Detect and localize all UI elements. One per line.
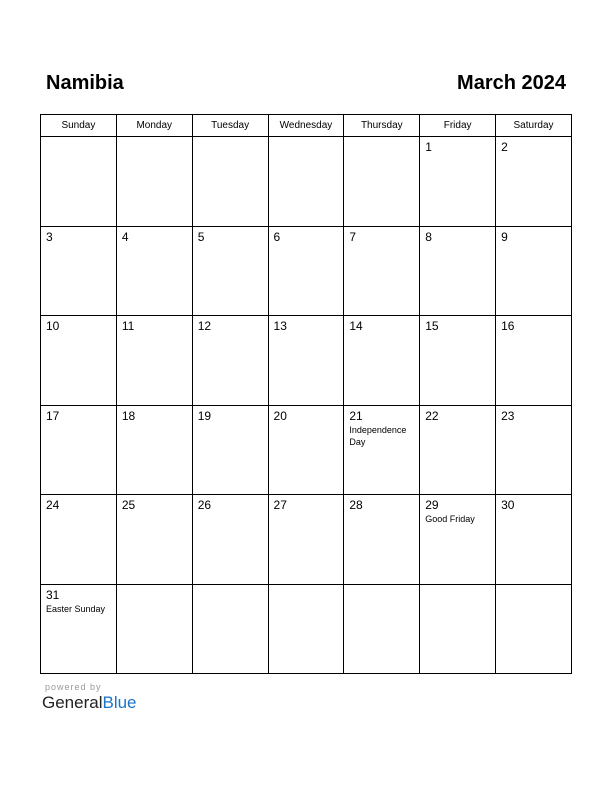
day-number: 10 [46, 319, 60, 333]
day-cell [496, 405, 572, 495]
day-number: 25 [121, 498, 136, 512]
week-row [41, 137, 572, 227]
weekday-header-row [41, 115, 572, 137]
day-cell [116, 316, 192, 406]
day-number: 28 [349, 498, 363, 512]
day-cell [496, 137, 572, 227]
day-cell [192, 226, 268, 316]
country-title: Namibia [46, 72, 124, 94]
logo-general: General [42, 693, 103, 712]
day-number: 11 [121, 319, 135, 333]
day-number: 17 [46, 408, 60, 423]
holiday-label: Good Friday [425, 514, 475, 524]
day-cell [192, 584, 268, 674]
day-cell [344, 137, 420, 227]
day-number: 9 [501, 229, 508, 244]
day-cell [268, 405, 344, 495]
day-cell [41, 495, 117, 585]
day-cell [116, 495, 192, 585]
day-number: 26 [197, 498, 212, 512]
day-cell [268, 316, 344, 406]
week-row [41, 316, 572, 406]
day-cell [192, 137, 268, 227]
day-cell [496, 495, 572, 585]
day-cell [420, 226, 496, 316]
day-cell [420, 405, 496, 495]
holiday-label: Easter Sunday [46, 603, 106, 614]
day-cell [344, 584, 420, 674]
day-cell [268, 495, 344, 585]
day-cell [344, 405, 420, 495]
day-number: 30 [501, 498, 515, 512]
week-row [41, 405, 572, 495]
weekday-header: Wednesday [268, 115, 344, 137]
day-number: 8 [425, 229, 432, 244]
day-cell [116, 584, 192, 674]
day-cell [420, 316, 496, 406]
day-number: 14 [349, 319, 363, 333]
day-cell [41, 226, 117, 316]
weekday-header: Thursday [344, 115, 420, 137]
day-cell [344, 316, 420, 406]
day-number: 27 [273, 498, 287, 512]
day-number: 12 [197, 319, 212, 333]
day-cell [344, 495, 420, 585]
day-cell [41, 137, 117, 227]
week-row [41, 495, 572, 585]
day-number: 3 [46, 229, 53, 244]
day-number: 13 [273, 319, 287, 333]
day-cell [192, 495, 268, 585]
day-number: 31 [46, 587, 60, 602]
weekday-header: Monday [116, 115, 192, 137]
day-number: 22 [425, 408, 439, 423]
day-cell [268, 137, 344, 227]
day-number: 5 [197, 229, 205, 244]
day-number: 23 [501, 408, 515, 423]
holiday-label: Independence Day [349, 424, 407, 447]
day-cell [496, 316, 572, 406]
day-number: 18 [121, 408, 136, 423]
month-title: March 2024 [457, 72, 566, 94]
logo-blue: Blue [102, 693, 137, 712]
day-cell [268, 584, 344, 674]
weekday-header: Friday [420, 115, 496, 137]
day-cell [192, 405, 268, 495]
weekday-header: Tuesday [192, 115, 268, 137]
day-cell [41, 584, 117, 674]
day-number: 7 [349, 229, 357, 244]
generalblue-logo[interactable] [42, 693, 137, 713]
day-number: 16 [501, 319, 515, 333]
day-cell [420, 495, 496, 585]
day-cell [116, 405, 192, 495]
week-row [41, 584, 572, 674]
day-cell [41, 405, 117, 495]
powered-by-label: powered by [45, 682, 102, 692]
day-number: 20 [273, 408, 287, 423]
day-cell [268, 226, 344, 316]
day-cell [496, 584, 572, 674]
day-cell [496, 226, 572, 316]
day-number: 1 [425, 140, 432, 154]
day-number: 19 [197, 408, 212, 423]
calendar-grid [40, 114, 572, 674]
day-number: 24 [46, 498, 60, 512]
weekday-header: Saturday [496, 115, 572, 137]
weekday-header: Sunday [41, 115, 117, 137]
day-cell [420, 137, 496, 227]
day-cell [116, 226, 192, 316]
week-row [41, 226, 572, 316]
day-number: 4 [121, 229, 129, 244]
day-number: 2 [501, 140, 508, 154]
day-number: 29 [425, 498, 439, 512]
day-cell [344, 226, 420, 316]
day-number: 15 [425, 319, 439, 333]
day-number: 6 [273, 229, 281, 244]
day-cell [41, 316, 117, 406]
day-number: 21 [349, 408, 363, 423]
day-cell [116, 137, 192, 227]
day-cell [420, 584, 496, 674]
day-cell [192, 316, 268, 406]
